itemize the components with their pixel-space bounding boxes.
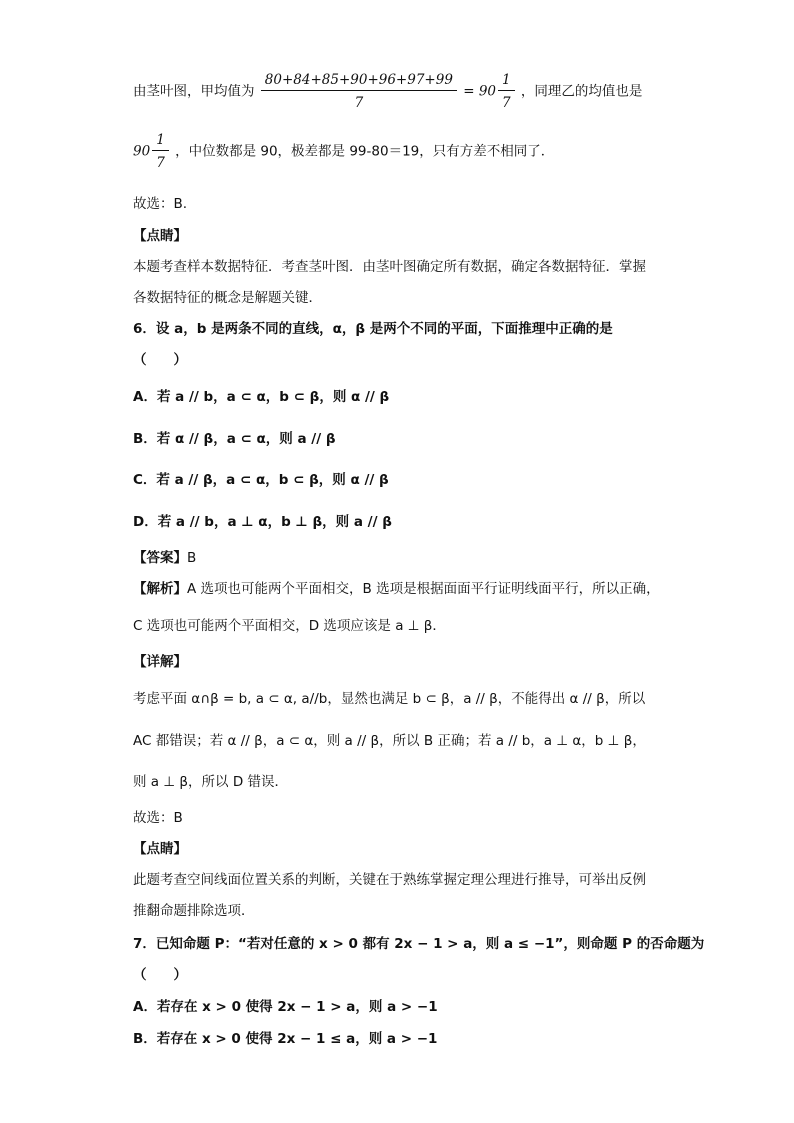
sol5-line2-fraction	[152, 132, 169, 171]
q6-stem: 6．设 a，b 是两条不同的直线，α，β 是两个不同的平面，下面推理中正确的是	[133, 321, 613, 337]
q6-option-d: D．若 a // b，a ⊥ α，b ⊥ β，则 a // β	[133, 514, 392, 530]
sol5-line2	[133, 132, 554, 171]
q6-dianjing-label: 【点睛】	[133, 841, 187, 857]
sol5-frac-num: 1	[498, 72, 515, 91]
sol5-numerator: 80+84+85+90+96+97+99	[261, 72, 457, 91]
q6-analysis-text1: A 选项也可能两个平面相交，B 选项是根据面面平行证明线面平行，所以正确，	[187, 581, 660, 597]
sol5-dianjing-line2: 各数据特征的概念是解题关键．	[133, 290, 322, 306]
q6-option-a: A．若 a // b，a ⊂ α，b ⊂ β，则 α // β	[133, 389, 390, 405]
q6-answer-value: B	[187, 550, 197, 566]
sol5-frac-den: 7	[502, 95, 511, 111]
q6-analysis-line2: C 选项也可能两个平面相交，D 选项应该是 a ⊥ β．	[133, 618, 446, 634]
q6-option-b: B．若 α // β，a ⊂ α，则 a // β	[133, 431, 336, 447]
sol5-dianjing-line1: 本题考查样本数据特征．考查茎叶图．由茎叶图确定所有数据，确定各数据特征．掌握	[133, 259, 646, 275]
sol5-choice: 故选：B.	[133, 196, 188, 212]
sol5-mixed-fraction	[498, 72, 515, 111]
q6-option-c: C．若 a // β，a ⊂ α，b ⊂ β，则 α // β	[133, 472, 389, 488]
q7-option-b: B．若存在 x > 0 使得 2x − 1 ≤ a，则 a > −1	[133, 1031, 438, 1047]
q6-analysis-line1	[133, 577, 660, 597]
sol5-line2-text: ，中位数都是 90，极差都是 99-80＝19，只有方差不相同了．	[175, 143, 555, 160]
sol5-dianjing-label: 【点睛】	[133, 228, 187, 244]
sol5-line2-int: 90	[133, 143, 151, 160]
q6-detail-line1: 考虑平面 α∩β = b, a ⊂ α, a//b，显然也满足 b ⊂ β，a // β，不能得出 α // β，所以	[133, 691, 646, 707]
q6-detail-line2: AC 都错误；若 α // β，a ⊂ α，则 a // β，所以 B 正确；若 a // b，a ⊥ α，b ⊥ β，	[133, 733, 646, 749]
q7-option-a: A．若存在 x > 0 使得 2x − 1 > a，则 a > −1	[133, 999, 438, 1015]
sol5-line2-num: 1	[152, 132, 169, 151]
q6-dianjing-line2: 推翻命题排除选项．	[133, 903, 255, 919]
q6-dianjing-line1: 此题考查空间线面位置关系的判断，关键在于熟练掌握定理公理进行推导，可举出反例	[133, 872, 646, 888]
q6-detail-label: 【详解】	[133, 654, 187, 670]
q6-paren: （ ）	[133, 352, 187, 368]
sol5-mean-line	[133, 72, 642, 111]
sol5-intro: 由茎叶图，甲均值为	[133, 83, 255, 100]
q6-choice: 故选：B	[133, 810, 183, 826]
q6-analysis-label: 【解析】	[133, 581, 187, 597]
sol5-equals: = 90	[463, 83, 496, 100]
sol5-big-fraction	[261, 72, 457, 111]
q6-answer	[133, 546, 196, 566]
sol5-line2-den: 7	[156, 155, 165, 171]
sol5-after: ，同理乙的均值也是	[520, 83, 643, 100]
q7-stem: 7．已知命题 P：“若对任意的 x > 0 都有 2x − 1 > a，则 a ≤ −1”，则命题 P 的否命题为	[133, 936, 705, 952]
q6-answer-label: 【答案】	[133, 550, 187, 566]
q6-detail-line3: 则 a ⊥ β，所以 D 错误．	[133, 774, 288, 790]
sol5-denominator: 7	[354, 95, 364, 111]
q7-paren: （ ）	[133, 967, 187, 983]
